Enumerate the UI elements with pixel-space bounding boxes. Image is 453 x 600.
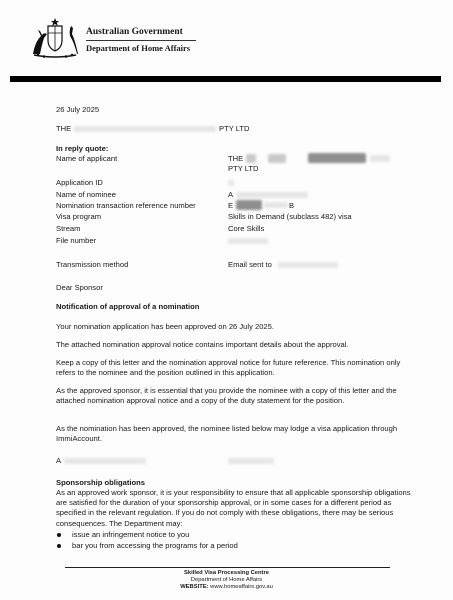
transmission-value: Email sent to bbox=[228, 260, 272, 269]
redacted-file-number bbox=[228, 238, 268, 244]
field-label-stream: Stream bbox=[56, 224, 81, 233]
redacted-company-name bbox=[74, 126, 216, 132]
redacted-trn bbox=[264, 202, 288, 208]
header-rule bbox=[86, 40, 196, 41]
redacted-email bbox=[278, 262, 338, 268]
addressee-prefix: THE bbox=[56, 124, 72, 133]
redacted-applicant-part bbox=[308, 153, 366, 163]
footer-department: Department of Home Affairs bbox=[190, 577, 263, 583]
paragraph-lodge-visa: As the nomination has been approved, the nominee listed below may lodge a visa application through ImmiAccount. bbox=[56, 424, 398, 444]
field-value-trn-start: E bbox=[228, 201, 234, 210]
field-label-applicant: Name of applicant bbox=[56, 154, 118, 163]
footer-website-label: WEBSITE: bbox=[180, 584, 209, 590]
footer-website-line bbox=[0, 584, 453, 591]
field-label-visa-program: Visa program bbox=[56, 212, 102, 221]
redacted-nominee-listing bbox=[64, 458, 146, 464]
redacted-applicant-part bbox=[268, 154, 286, 163]
transmission-label: Transmission method bbox=[56, 260, 129, 269]
bullet-bar-access: bar you from accessing the programs for a period bbox=[72, 541, 238, 550]
obligations-heading: Sponsorship obligations bbox=[56, 478, 146, 487]
redacted-trn bbox=[236, 200, 262, 210]
redacted-application-id bbox=[228, 180, 234, 186]
bullet-dot bbox=[57, 533, 61, 537]
nominee-initial: A bbox=[56, 456, 62, 465]
paragraph-sponsor-duty: As the approved sponsor, it is essential that you provide the nominee with a copy of this letter and the attached nomination approval notice and a copy of the duty statement for the position. bbox=[56, 386, 397, 406]
redacted-applicant-part bbox=[370, 155, 390, 162]
coat-of-arms-logo bbox=[30, 16, 80, 58]
footer-rule bbox=[65, 567, 390, 568]
field-label-nominee: Name of nominee bbox=[56, 190, 116, 199]
field-value-applicant: THE bbox=[228, 154, 244, 163]
field-value-stream: Core Skills bbox=[228, 224, 265, 233]
redacted-nominee-name bbox=[236, 192, 308, 198]
salutation: Dear Sponsor bbox=[56, 283, 103, 292]
paragraph-notice: The attached nomination approval notice contains important details about the approval. bbox=[56, 340, 349, 349]
government-name: Australian Government bbox=[86, 27, 183, 37]
field-label-application-id: Application ID bbox=[56, 178, 103, 187]
field-value-applicant-line2: PTY LTD bbox=[228, 164, 259, 173]
reply-quote-heading: In reply quote: bbox=[56, 144, 109, 153]
field-value-trn-end: B bbox=[289, 201, 295, 210]
letter-date: 26 July 2025 bbox=[56, 105, 100, 114]
obligations-paragraph: As an approved work sponsor, it is your responsibility to ensure that all applicable sponsorship obligations are satisfied for the duration of your sponsorship approval, or in some cases for a different period as specified in the relevant regulation. If you do not comply with these obligations, there may be serious consequences. The Department may: bbox=[56, 488, 411, 528]
paragraph-approval: Your nomination application has been approved on 26 July 2025. bbox=[56, 322, 274, 331]
department-name: Department of Home Affairs bbox=[86, 43, 191, 53]
redacted-applicant-part bbox=[246, 154, 256, 163]
paragraph-keep-copy: Keep a copy of this letter and the nomination approval notice for future reference. This nomination only refers to the nominee and the position outlined in this application. bbox=[56, 358, 401, 378]
field-label-file-number: File number bbox=[56, 236, 97, 245]
redacted-nominee-listing bbox=[228, 458, 274, 464]
field-label-trn: Nomination transaction reference number bbox=[56, 201, 196, 210]
header-bar bbox=[10, 76, 441, 82]
footer-website-link[interactable]: www.homeaffairs.gov.au bbox=[210, 584, 273, 590]
bullet-infringement: issue an infringement notice to you bbox=[72, 530, 190, 539]
bullet-dot bbox=[57, 544, 61, 548]
letter-title: Notification of approval of a nomination bbox=[56, 302, 200, 311]
field-value-nominee: A bbox=[228, 190, 234, 199]
footer-centre-name: Skilled Visa Processing Centre bbox=[184, 570, 269, 576]
field-value-visa-program: Skills in Demand (subclass 482) visa bbox=[228, 212, 352, 221]
addressee-suffix: PTY LTD bbox=[219, 124, 250, 133]
